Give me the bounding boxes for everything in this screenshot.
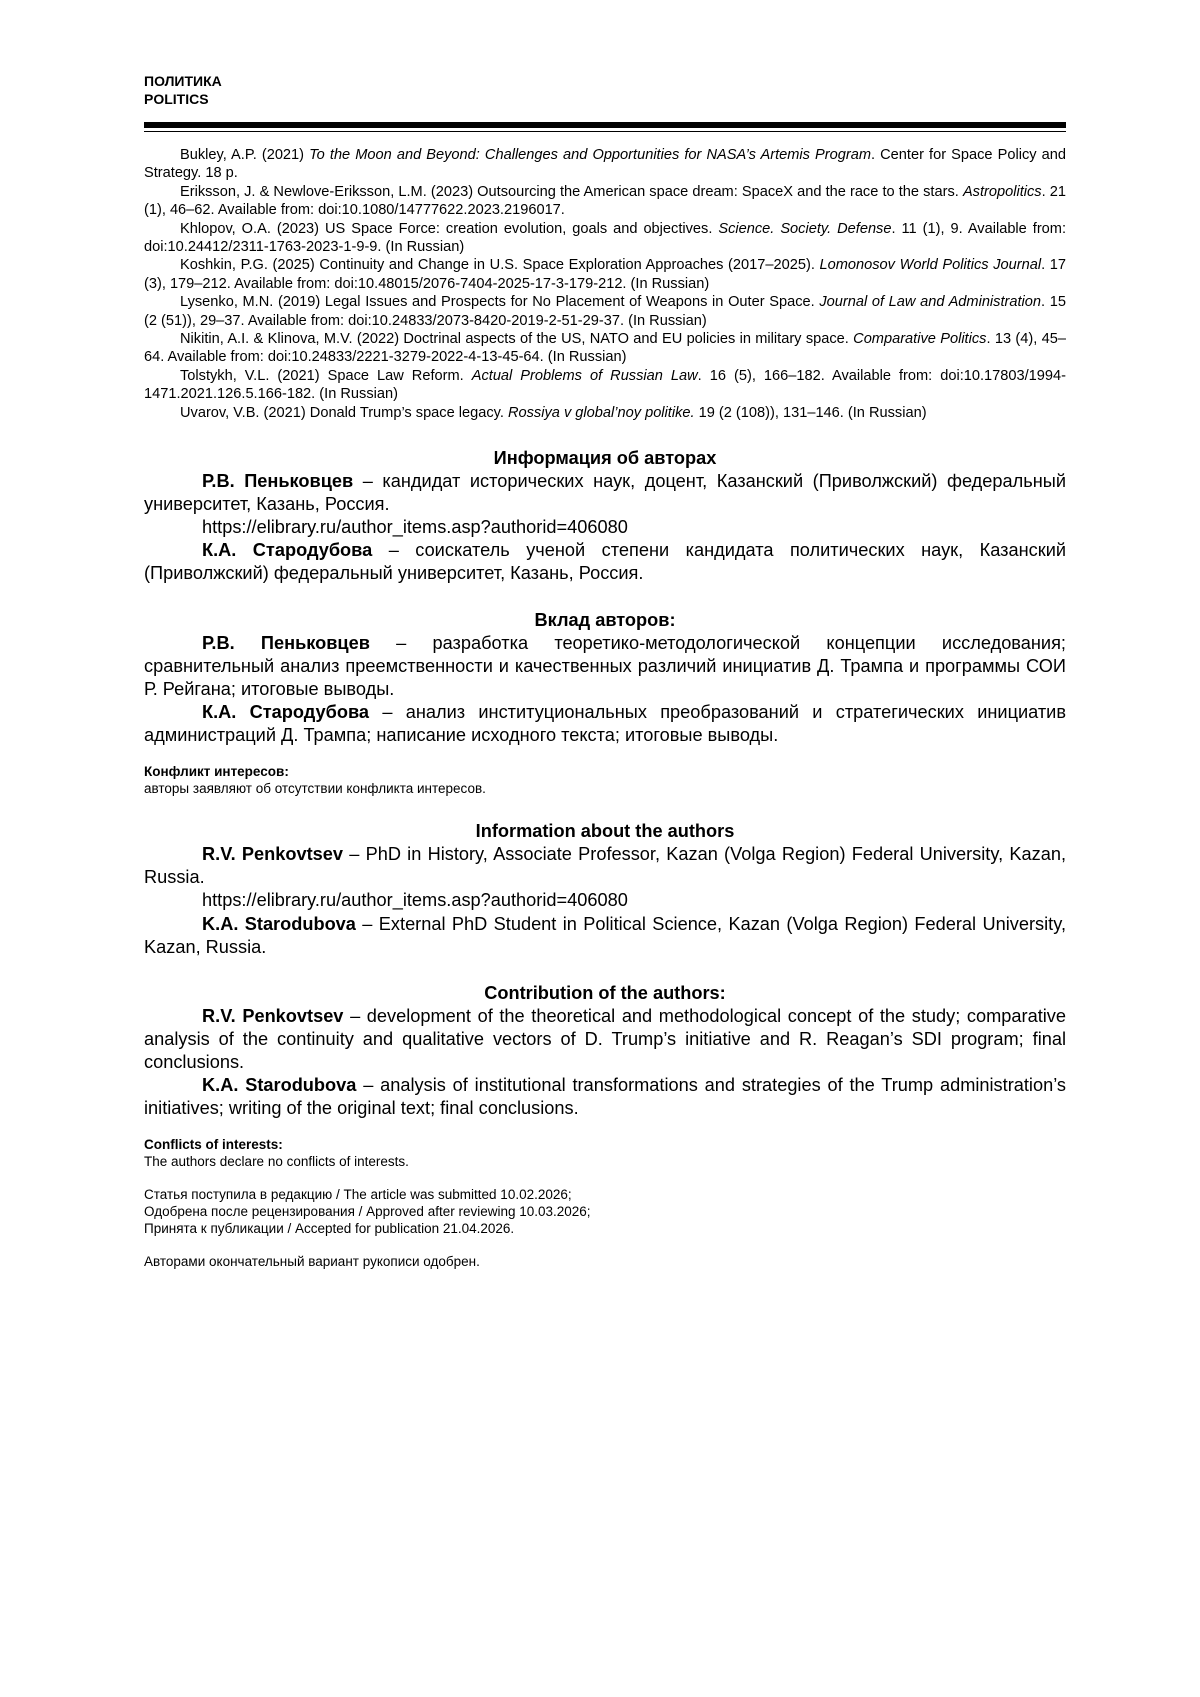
author1-url-ru[interactable]: https://elibrary.ru/author_items.asp?authorid=406080: [202, 517, 628, 538]
date-approved: Одобрена после рецензирования / Approved after reviewing 10.03.2026;: [144, 1204, 591, 1220]
reference-list: [144, 146, 1066, 422]
reference-item: Tolstykh, V.L. (2021) Space Law Reform. Actual Problems of Russian Law. 16 (5), 166–182. Available from: doi:10.17803/1994-1471.2021.126.5.166-182. (In Russian): [144, 367, 1066, 403]
contrib1-ru: Р.В. Пеньковцев – разработка теоретико-методологической концепции исследования; сравнительный анализ преемственности и качественных различий инициатив Д. Трампа и программы СОИ Р. Рейгана; итоговые выводы.: [144, 632, 1066, 699]
reference-item: Nikitin, A.I. & Klinova, M.V. (2022) Doctrinal aspects of the US, NATO and EU policies in military space. Comparative Politics. 13 (4), 45–64. Available from: doi:10.24833/2221-3279-2022-4-13-45-64. (In Russian): [144, 331, 1066, 366]
article-dates: [144, 1186, 1066, 1237]
contrib-title-ru: Вклад авторов:: [534, 609, 676, 630]
reference-item: Eriksson, J. & Newlove-Eriksson, L.M. (2023) Outsourcing the American space dream: SpaceX and the race to the stars. Astropolitics. 21 (1), 46–62. Available from: doi:10.1080/14777622.2023.2196017.: [144, 183, 1067, 219]
contrib2-ru: К.А. Стародубова – анализ институциональных преобразований и стратегических инициатив администраций Д. Трампа; написание исходного текста; итоговые выводы.: [144, 701, 1067, 746]
header-en: POLITICS: [144, 91, 209, 107]
reference-item: Lysenko, M.N. (2019) Legal Issues and Prospects for No Placement of Weapons in Outer Space. Journal of Law and Administration. 15 (2 (51)), 29–37. Available from: doi:10.24833/2073-8420-2019-2-51-29-37. (In Russian): [144, 294, 1066, 329]
reference-item: Uvarov, V.B. (2021) Donald Trump’s space legacy. Rossiya v global’noy politike. 19 (2 (108)), 131–146. (In Russian): [180, 404, 927, 421]
final-note: Авторами окончательный вариант рукописи одобрен.: [144, 1254, 480, 1270]
running-header: [144, 72, 222, 108]
header-rule-thick: [144, 122, 1066, 128]
reference-item: Bukley, A.P. (2021) To the Moon and Beyond: Challenges and Opportunities for NASA’s Artemis Program. Center for Space Policy and Strategy. 18 p.: [144, 147, 1066, 182]
reference-item: Khlopov, O.A. (2023) US Space Force: creation evolution, goals and objectives. Science. Society. Defense. 11 (1), 9. Available from: doi:10.24412/2311-1763-2023-1-9-9. (In Russian): [144, 220, 1067, 256]
conflict-en: Conflicts of interests: The authors declare no conflicts of interests.: [144, 1137, 409, 1170]
author1-ru: Р.В. Пеньковцев – кандидат исторических наук, доцент, Казанский (Приволжский) федеральный университет, Казань, Россия.: [144, 471, 1066, 515]
date-submitted: Статья поступила в редакцию / The article was submitted 10.02.2026;: [144, 1187, 572, 1203]
author2-ru: К.А. Стародубова – соискатель ученой степени кандидата политических наук, Казанский (Приволжский) федеральный университет, Казань, Россия.: [144, 540, 1067, 584]
author2-en: K.A. Starodubova – External PhD Student in Political Science, Kazan (Volga Region) Federal University, Kazan, Russia.: [144, 913, 1066, 957]
reference-item: Koshkin, P.G. (2025) Continuity and Change in U.S. Space Exploration Approaches (2017–2025). Lomonosov World Politics Journal. 17 (3), 179–212. Available from: doi:10.48015/2076-7404-2025-17-3-179-212. (In Russian): [144, 257, 1067, 292]
contrib-title-en: Contribution of the authors:: [484, 982, 726, 1003]
author1-url-en[interactable]: https://elibrary.ru/author_items.asp?authorid=406080: [202, 890, 628, 911]
header-ru: ПОЛИТИКА: [144, 73, 222, 89]
conflict-ru: Конфликт интересов: авторы заявляют об отсутствии конфликта интересов.: [144, 764, 486, 797]
contrib1-en: R.V. Penkovtsev – development of the theoretical and methodological concept of the study; comparative analysis of the continuity and qualitative vectors of D. Trump’s initiative and R. Reagan’s SDI program; final conclusions.: [144, 1005, 1066, 1072]
author1-en: R.V. Penkovtsev – PhD in History, Associate Professor, Kazan (Volga Region) Federal University, Kazan, Russia.: [144, 844, 1066, 888]
author-info: [144, 447, 1066, 1270]
header-rule-thin: [144, 131, 1066, 132]
info-title-ru: Информация об авторах: [493, 448, 717, 468]
info-title-en: Information about the authors: [475, 821, 735, 842]
contrib2-en: K.A. Starodubova – analysis of institutional transformations and strategies of the Trump administration’s initiatives; writing of the original text; final conclusions.: [144, 1075, 1067, 1119]
date-accepted: Принята к публикации / Accepted for publication 21.04.2026.: [144, 1221, 515, 1237]
